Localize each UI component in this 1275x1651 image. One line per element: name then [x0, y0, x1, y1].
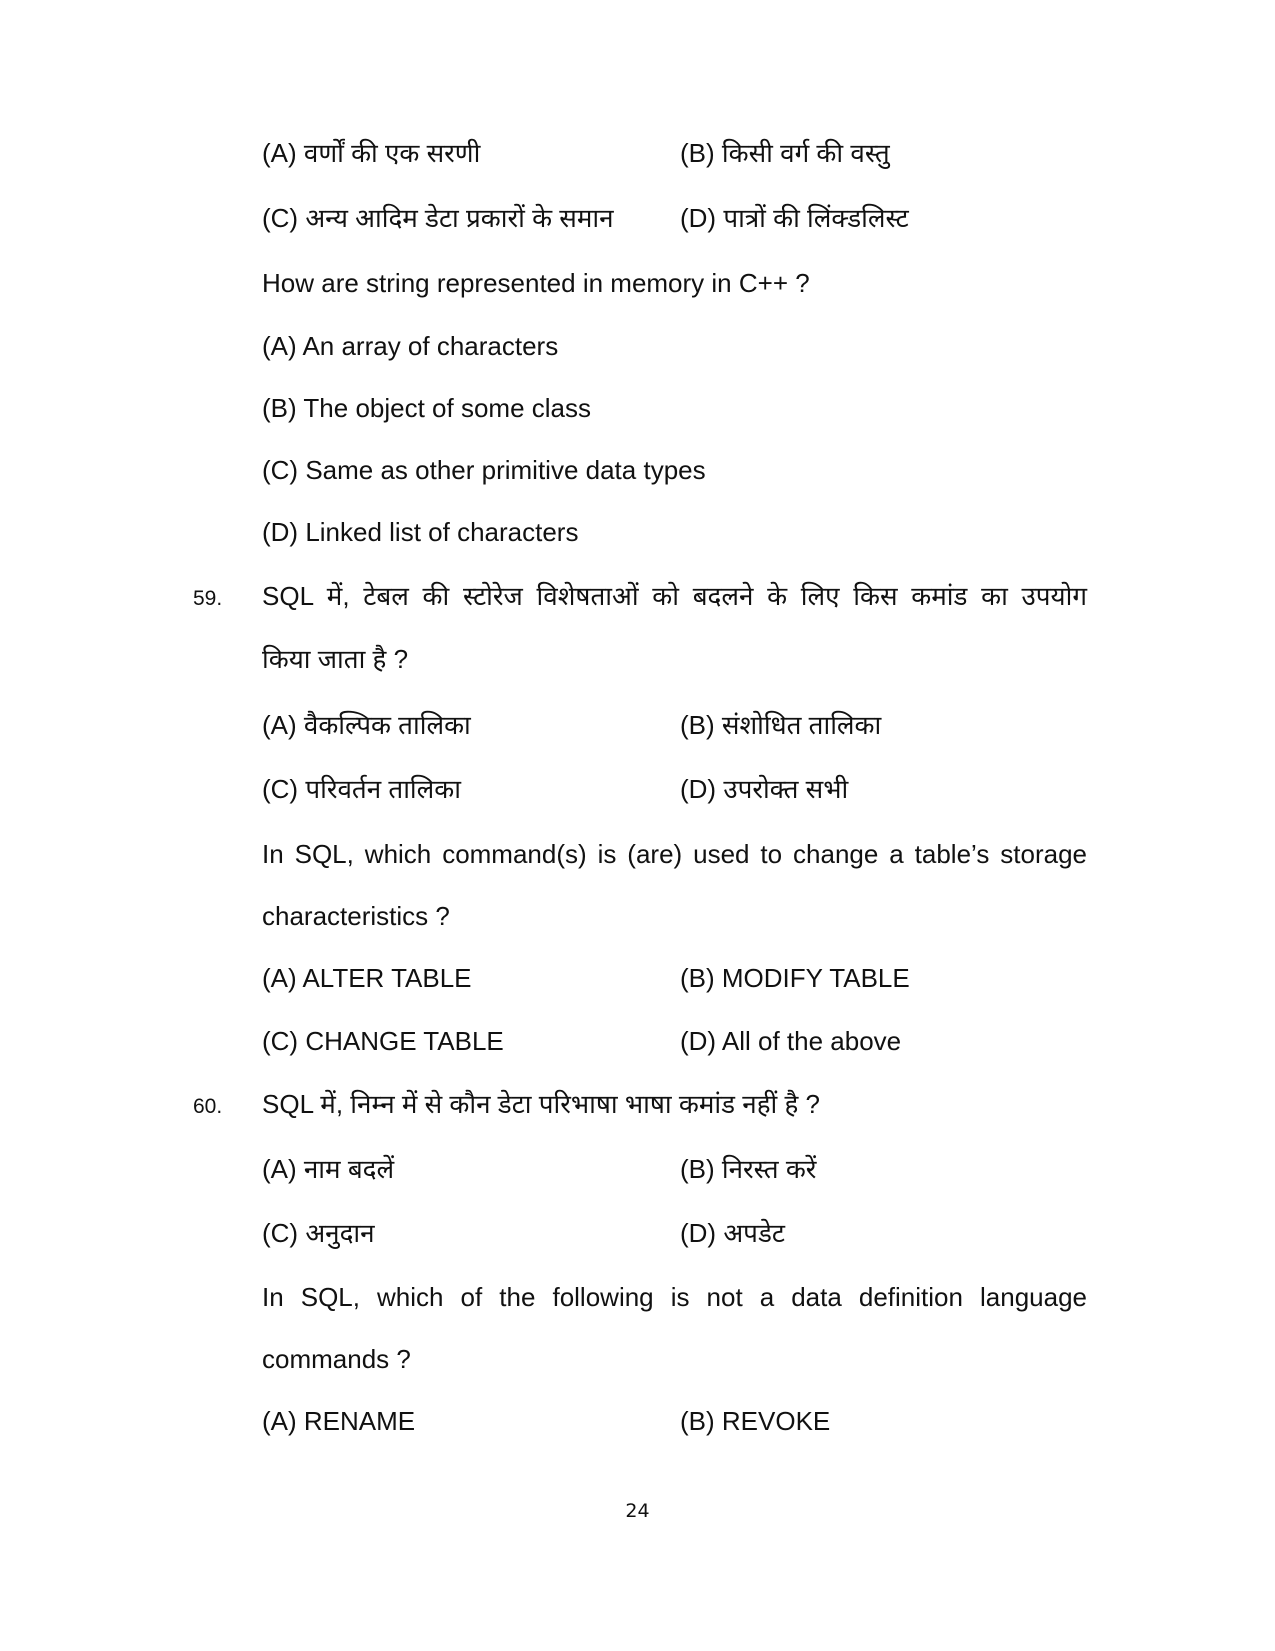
q58-en-option-c: (C) Same as other primitive data types — [262, 455, 706, 485]
q59-hi-option-d: (D) उपरोक्त सभी — [680, 774, 849, 804]
q59-en-question-line2: characteristics ? — [262, 901, 450, 931]
q58-en-option-d: (D) Linked list of characters — [262, 517, 579, 547]
q59-hi-option-c: (C) परिवर्तन तालिका — [262, 774, 462, 804]
q59-en-option-a: (A) ALTER TABLE — [262, 963, 472, 993]
q60-en-question-line1: In SQL, which of the following is not a data definition language — [262, 1282, 1087, 1312]
q60-en-option-b: (B) REVOKE — [680, 1406, 831, 1436]
question-number-59: 59. — [193, 587, 223, 610]
q60-en-question-line2: commands ? — [262, 1344, 411, 1374]
q59-en-option-b: (B) MODIFY TABLE — [680, 963, 910, 993]
q59-en-option-c: (C) CHANGE TABLE — [262, 1026, 504, 1056]
q59-en-option-d: (D) All of the above — [680, 1026, 902, 1056]
q58-hi-option-a: (A) वर्णों की एक सरणी — [262, 138, 481, 168]
question-number-60: 60. — [193, 1095, 223, 1118]
q60-hi-option-a: (A) नाम बदलें — [262, 1154, 395, 1184]
q58-hi-option-d: (D) पात्रों की लिंक्डलिस्ट — [680, 203, 909, 233]
q59-hi-question-line2: किया जाता है ? — [262, 644, 409, 674]
q58-hi-option-b: (B) किसी वर्ग की वस्तु — [680, 138, 890, 168]
q60-hi-option-d: (D) अपडेट — [680, 1218, 785, 1248]
q58-en-question: How are string represented in memory in C++ ? — [262, 268, 810, 298]
q59-hi-option-b: (B) संशोधित तालिका — [680, 710, 882, 740]
q58-en-option-b: (B) The object of some class — [262, 393, 591, 423]
q58-en-option-a: (A) An array of characters — [262, 331, 559, 361]
q60-hi-option-c: (C) अनुदान — [262, 1218, 375, 1248]
q59-en-question-line1: In SQL, which command(s) is (are) used to change a table’s storage — [262, 839, 1087, 869]
q58-hi-option-c: (C) अन्य आदिम डेटा प्रकारों के समान — [262, 203, 614, 233]
q60-hi-option-b: (B) निरस्त करें — [680, 1154, 817, 1184]
q59-hi-option-a: (A) वैकल्पिक तालिका — [262, 710, 471, 740]
q60-hi-question: SQL में, निम्न में से कौन डेटा परिभाषा भाषा कमांड नहीं है ? — [262, 1089, 820, 1119]
q60-en-option-a: (A) RENAME — [262, 1406, 416, 1436]
page-number: 24 — [625, 1500, 650, 1522]
q59-hi-question-line1: SQL में, टेबल की स्टोरेज विशेषताओं को बदलने के लिए किस कमांड का उपयोग — [262, 581, 1087, 611]
